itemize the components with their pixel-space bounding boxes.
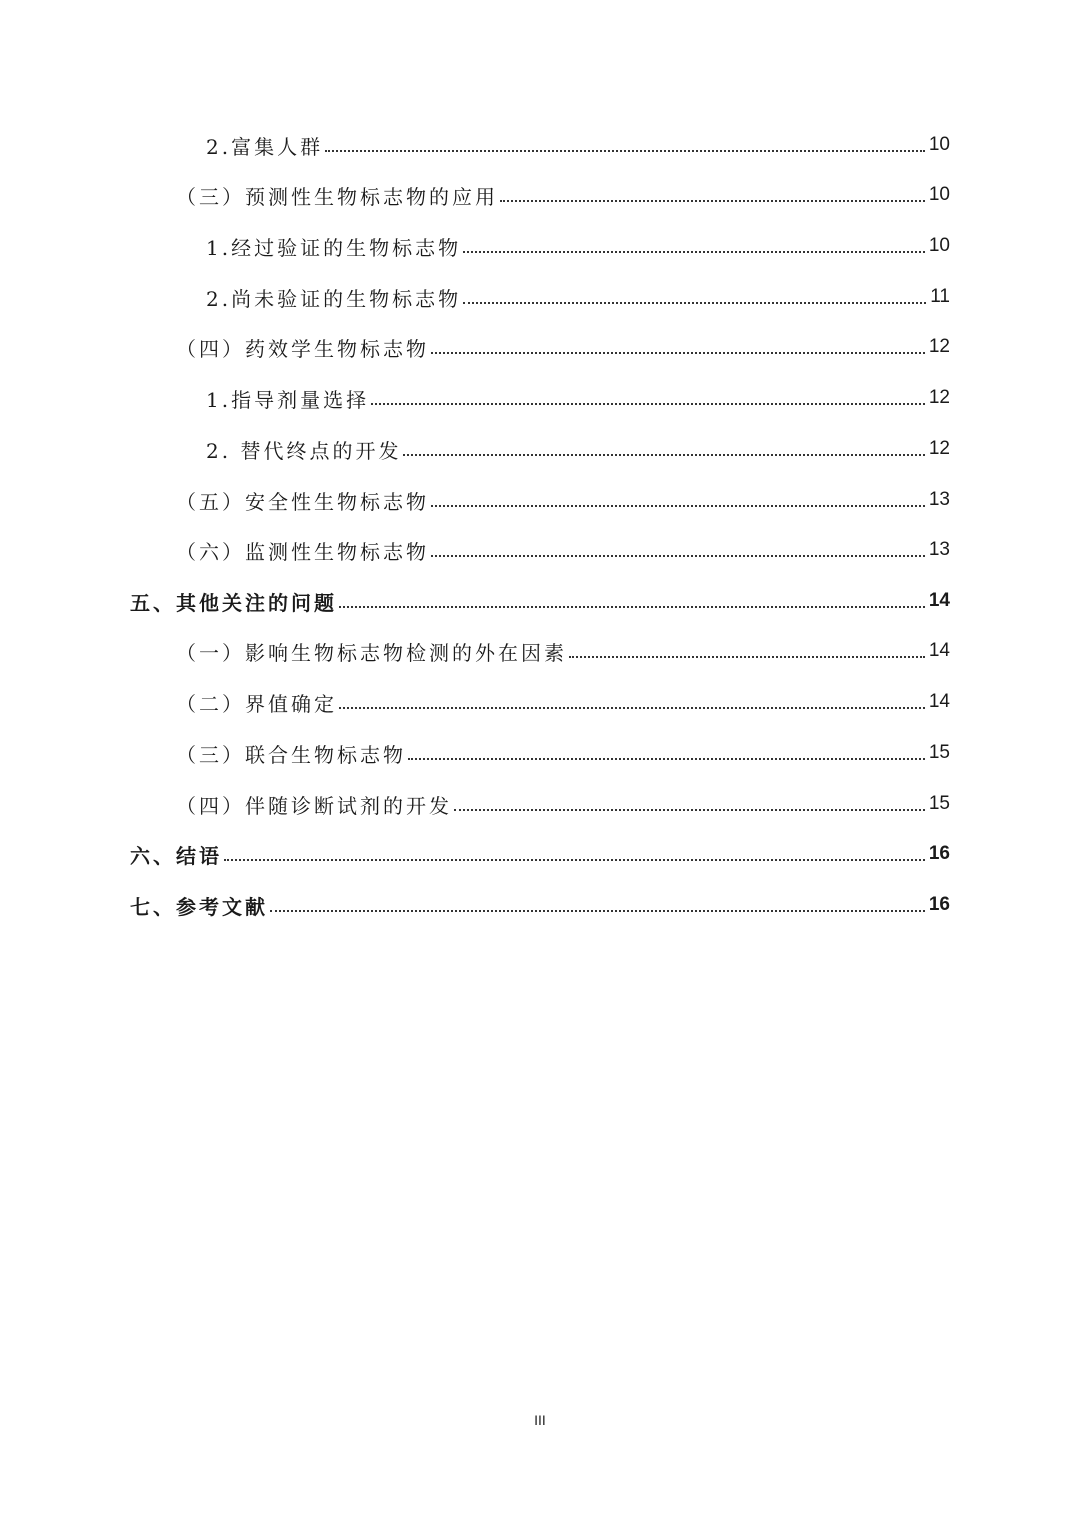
toc-entry-title: （三）预测性生物标志物的应用 <box>176 184 498 209</box>
toc-entry[interactable] <box>176 787 950 821</box>
toc-leader-dots <box>463 251 925 253</box>
toc-entry-title: 五、其他关注的问题 <box>130 590 337 615</box>
toc-entry-page: 10 <box>928 184 950 205</box>
toc-entry-page: 11 <box>930 286 950 307</box>
toc-leader-dots <box>403 454 924 456</box>
toc-leader-dots <box>371 403 925 405</box>
toc-entry-page: 14 <box>928 590 950 611</box>
toc-entry-page: 10 <box>928 235 950 256</box>
toc-entry-title: （五）安全性生物标志物 <box>176 489 429 514</box>
toc-entry[interactable] <box>176 178 950 212</box>
toc-leader-dots <box>454 809 925 811</box>
toc-leader-dots <box>408 758 925 760</box>
toc-leader-dots <box>463 302 926 304</box>
toc-entry-page: 12 <box>928 387 950 408</box>
toc-entry-title: 1.指导剂量选择 <box>206 387 370 412</box>
toc-leader-dots <box>431 505 925 507</box>
toc-leader-dots <box>270 910 925 912</box>
toc-entry[interactable] <box>130 837 950 871</box>
toc-entry[interactable] <box>206 381 950 415</box>
toc-entry[interactable] <box>176 736 950 770</box>
toc-leader-dots <box>224 859 925 861</box>
toc-entry-title: （二）界值确定 <box>176 691 337 716</box>
toc-entry-page: 12 <box>928 336 950 357</box>
toc-entry[interactable] <box>130 888 950 922</box>
toc-entry-page: 15 <box>928 742 950 763</box>
toc-entry[interactable] <box>206 280 950 314</box>
toc-entry-title: 六、结语 <box>130 843 222 868</box>
toc-entry-title: 2.富集人群 <box>206 134 324 159</box>
toc-entry-page: 10 <box>928 134 950 155</box>
toc-entry[interactable] <box>176 483 950 517</box>
toc-leader-dots <box>431 352 925 354</box>
toc-entry-title: 2. 替代终点的开发 <box>206 438 402 463</box>
toc-entry[interactable] <box>176 330 950 364</box>
toc-entry[interactable] <box>176 685 950 719</box>
toc-leader-dots <box>431 555 925 557</box>
toc-entry-page: 13 <box>928 539 950 560</box>
toc-entry-title: （三）联合生物标志物 <box>176 742 406 767</box>
toc-entry-page: 16 <box>928 843 950 864</box>
toc-leader-dots <box>500 200 925 202</box>
toc-entry-page: 14 <box>928 640 950 661</box>
toc-entry-title: （四）伴随诊断试剂的开发 <box>176 793 452 818</box>
toc-entry-page: 12 <box>928 438 950 459</box>
page-number: III <box>534 1412 546 1428</box>
toc-entry[interactable] <box>176 533 950 567</box>
toc-entry[interactable] <box>176 634 950 668</box>
toc-entry-title: （六）监测性生物标志物 <box>176 539 429 564</box>
toc-entry[interactable] <box>130 584 950 618</box>
toc-entry-page: 16 <box>928 894 950 915</box>
toc-entry[interactable] <box>206 128 950 162</box>
toc-entry-title: 2.尚未验证的生物标志物 <box>206 286 462 311</box>
toc-entry[interactable] <box>206 432 950 466</box>
toc-entry-page: 14 <box>928 691 950 712</box>
toc-entry-title: （一）影响生物标志物检测的外在因素 <box>176 640 567 665</box>
toc-leader-dots <box>339 606 925 608</box>
toc-leader-dots <box>339 707 925 709</box>
toc-leader-dots <box>325 150 925 152</box>
toc-entry-title: 七、参考文献 <box>130 894 268 919</box>
toc-entry-title: 1.经过验证的生物标志物 <box>206 235 462 260</box>
toc-entry-page: 15 <box>928 793 950 814</box>
toc-entry-page: 13 <box>928 489 950 510</box>
toc-entry[interactable] <box>206 229 950 263</box>
toc-entry-title: （四）药效学生物标志物 <box>176 336 429 361</box>
toc-leader-dots <box>569 656 925 658</box>
